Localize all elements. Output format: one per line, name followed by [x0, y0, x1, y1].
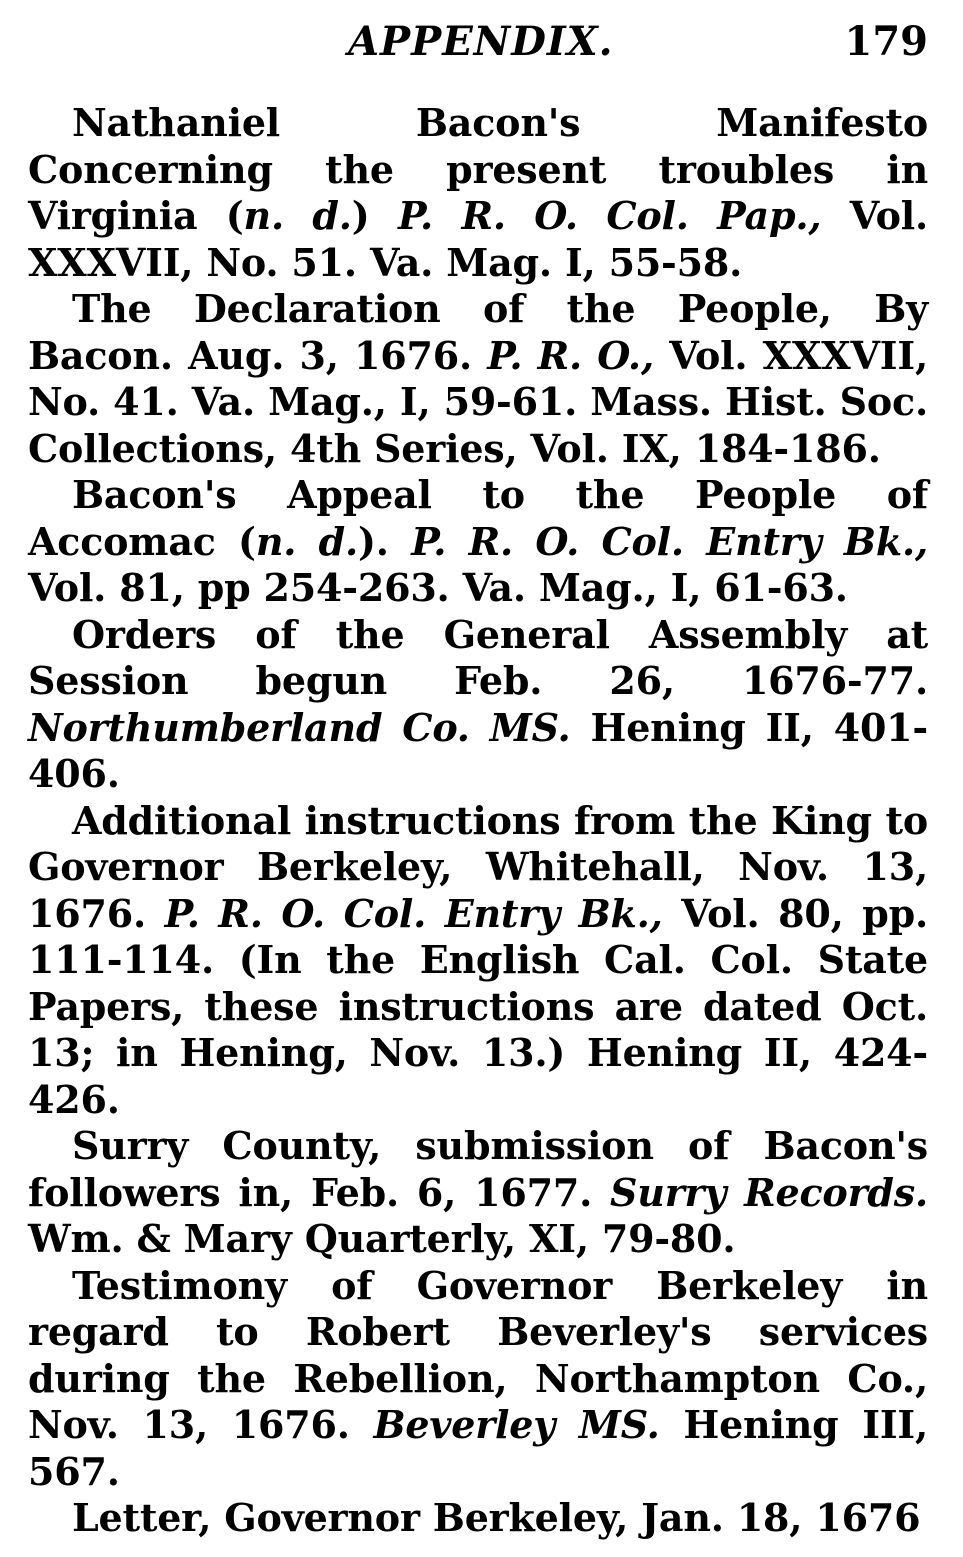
entry-text: Vol. XXXVII, No. 51. Va. Mag. I, 55-58. [28, 193, 928, 285]
running-head: APPENDIX. [348, 18, 614, 65]
bibliography-entry [28, 612, 928, 798]
page-header [28, 8, 928, 84]
entry-italic-text: n. d. [243, 193, 352, 238]
entry-text: Surry County, submission of Bacon's followers in, Feb. 6, 1677. [28, 1123, 928, 1215]
entry-text: ) [351, 193, 398, 238]
entry-text: ). [358, 518, 412, 564]
entry-text: The Declaration of the People, By Bacon. Aug. 3, 1676. [28, 286, 928, 378]
page [28, 8, 928, 1542]
entry-italic-text: Surry Records. [610, 1169, 928, 1215]
entry-italic-text: P. R. O. Col. Entry Bk., [411, 518, 929, 564]
entry-text: Testimony of Governor Berkeley in regard to Robert Beverley's services during the Rebellion, Northampton Co., Nov. 13, 1676. [28, 1262, 928, 1447]
bibliography-entry [28, 1123, 928, 1263]
entry-text: Vol. XXXVII, No. 41. Va. Mag., I, 59-61. Mass. Hist. Soc. Collections, 4th Series, Vol. IX, 184-186. [28, 332, 928, 471]
entry-text: Vol. 81, pp 254-263. Va. Mag., I, 61-63. [28, 565, 848, 610]
bibliography-entry [28, 472, 928, 612]
entry-italic-text: Beverley MS. [373, 1402, 660, 1447]
entry-text: Nathaniel Bacon's Manifesto Concerning the present troubles in Virginia ( [28, 100, 928, 238]
entry-text: Hening III, 567. [28, 1402, 928, 1494]
entry-text: Bacon's Appeal to the People of Accomac ( [28, 472, 928, 564]
bibliography-entry [28, 798, 928, 1124]
entry-text: Additional instructions from the King to Governor Berkeley, Whitehall, Nov. 13, 1676. [28, 797, 928, 936]
entry-italic-text: P. R. O., [487, 332, 654, 378]
page-number: 179 [844, 18, 928, 65]
entry-text: Wm. & Mary Quarterly, XI, 79-80. [28, 1216, 736, 1261]
entry-italic-text: P. R. O. Col. Pap., [397, 193, 822, 238]
bibliography-entry [28, 1495, 928, 1542]
entry-italic-text: Northumberland Co. MS. [28, 704, 571, 750]
bibliography-entry [28, 100, 928, 286]
entry-italic-text: n. d. [255, 518, 359, 564]
bibliography-entry [28, 1263, 928, 1496]
entry-text: Hening II, 401-406. [28, 704, 928, 796]
entry-text: Letter, Governor Berkeley, Jan. 18, 1676 [72, 1495, 921, 1540]
entry-text: Orders of the General Assembly at Session begun Feb. 26, 1676-77. [28, 611, 928, 703]
bibliography-entry [28, 286, 928, 472]
entry-italic-text: P. R. O. Col. Entry Bk., [164, 890, 663, 936]
bibliography-list [28, 100, 928, 1542]
entry-text: Vol. 80, pp. 111-114. (In the English Cal. Col. State Papers, these instructions are dated Oct. 13; in Hening, Nov. 13.) Hening II, 424-426. [28, 890, 928, 1122]
